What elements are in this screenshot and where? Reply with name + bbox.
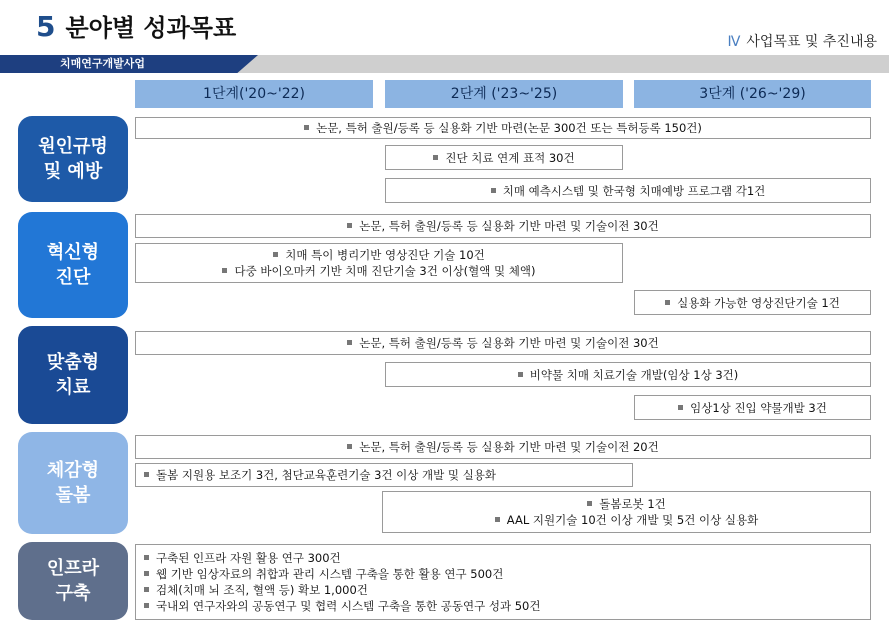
- goal-text: 임상1상 진입 약물개발 3건: [690, 400, 827, 415]
- bullet-square-icon: [347, 223, 352, 228]
- category-infrastructure: [18, 542, 128, 620]
- bullet-square-icon: [347, 340, 352, 345]
- goal-box: [135, 243, 623, 283]
- goal-box: [385, 362, 871, 387]
- bullet-square-icon: [433, 155, 438, 160]
- category-line: 돌봄: [55, 485, 91, 506]
- bullet-square-icon: [222, 268, 227, 273]
- section-number: 5: [36, 10, 56, 43]
- bullet-square-icon: [144, 555, 149, 560]
- category-line: 맞춤형: [46, 352, 100, 373]
- page-title: [36, 8, 236, 43]
- goal-text: 실용화 가능한 영상진단기술 1건: [677, 295, 840, 310]
- goal-box: [382, 491, 871, 533]
- bullet-square-icon: [144, 603, 149, 608]
- bullet-square-icon: [144, 571, 149, 576]
- goal-text: 국내외 연구자와의 공동연구 및 협력 시스템 구축을 통한 공동연구 성과 50건: [156, 599, 541, 613]
- category-care: [18, 432, 128, 534]
- chapter-numeral: Ⅳ: [727, 34, 741, 50]
- goal-text: AAL 지원기술 10건 이상 개발 및 5건 이상 실용화: [506, 513, 759, 527]
- goal-text: 다중 바이오마커 기반 치매 진단기술 3건 이상(혈액 및 체액): [234, 264, 536, 278]
- chapter-title: 사업목표 및 추진내용: [746, 34, 877, 50]
- goal-text: 치매 특이 병리기반 영상진단 기술 10건: [285, 248, 485, 262]
- goal-text: 진단 치료 연계 표적 30건: [445, 150, 575, 165]
- chapter-subtitle: [727, 31, 877, 51]
- goal-box: [385, 178, 871, 203]
- bullet-square-icon: [587, 501, 592, 506]
- bullet-square-icon: [144, 472, 149, 477]
- category-line: 치료: [55, 377, 91, 398]
- goal-text: 치매 예측시스템 및 한국형 치매예방 프로그램 각1건: [502, 183, 766, 198]
- category-line: 진단: [55, 267, 91, 288]
- category-cause-prevention: [18, 116, 128, 202]
- category-innovative-diagnosis: [18, 212, 128, 318]
- bullet-square-icon: [665, 300, 670, 305]
- program-tag: 치매연구개발사업: [60, 57, 146, 70]
- bullet-square-icon: [491, 188, 496, 193]
- goal-text: 논문, 특허 출원/등록 등 실용화 기반 마련 및 기술이전 20건: [359, 440, 659, 454]
- phase-3-header: 3단계 ('26~'29): [634, 80, 871, 108]
- category-custom-treatment: [18, 326, 128, 424]
- goal-box: [135, 214, 871, 238]
- bullet-square-icon: [144, 587, 149, 592]
- goal-text: 검체(치매 뇌 조직, 혈액 등) 확보 1,000건: [156, 583, 368, 597]
- goal-text: 논문, 특허 출원/등록 등 실용화 기반 마련 및 기술이전 30건: [359, 219, 659, 233]
- goal-box: [135, 117, 871, 139]
- goal-text: 웹 기반 임상자료의 취합과 관리 시스템 구축을 통한 활용 연구 500건: [156, 567, 504, 581]
- category-line: 원인규명: [38, 136, 108, 157]
- category-line: 체감형: [46, 460, 100, 481]
- phase-1-header: 1단계('20~'22): [135, 80, 373, 108]
- bullet-square-icon: [518, 372, 523, 377]
- goal-box: [135, 435, 871, 459]
- bullet-square-icon: [495, 517, 500, 522]
- goal-text: 돌봄 지원용 보조기 3건, 첨단교육훈련기술 3건 이상 개발 및 실용화: [156, 468, 497, 482]
- goal-box: [385, 145, 623, 170]
- category-line: 인프라: [46, 558, 100, 579]
- goal-box: [135, 331, 871, 355]
- goal-box: [634, 290, 871, 315]
- phase-2-header: 2단계 ('23~'25): [385, 80, 623, 108]
- goal-text: 비약물 치매 치료기술 개발(임상 1상 3건): [529, 367, 739, 382]
- bullet-square-icon: [347, 444, 352, 449]
- category-line: 혁신형: [46, 242, 100, 263]
- goal-text: 논문, 특허 출원/등록 등 실용화 기반 마련(논문 300건 또는 특허등록 150건): [316, 121, 702, 135]
- goal-text: 구축된 인프라 자원 활용 연구 300건: [156, 551, 341, 565]
- category-line: 및 예방: [43, 161, 103, 182]
- bullet-square-icon: [304, 125, 309, 130]
- goal-text: 논문, 특허 출원/등록 등 실용화 기반 마련 및 기술이전 30건: [359, 336, 659, 350]
- goal-box: [634, 395, 871, 420]
- bullet-square-icon: [678, 405, 683, 410]
- bullet-square-icon: [273, 252, 278, 257]
- section-title: 분야별 성과목표: [65, 14, 237, 42]
- goal-box: [135, 463, 633, 487]
- goal-text: 돌봄로봇 1건: [599, 497, 666, 511]
- category-line: 구축: [55, 583, 91, 604]
- goal-box: [135, 544, 871, 620]
